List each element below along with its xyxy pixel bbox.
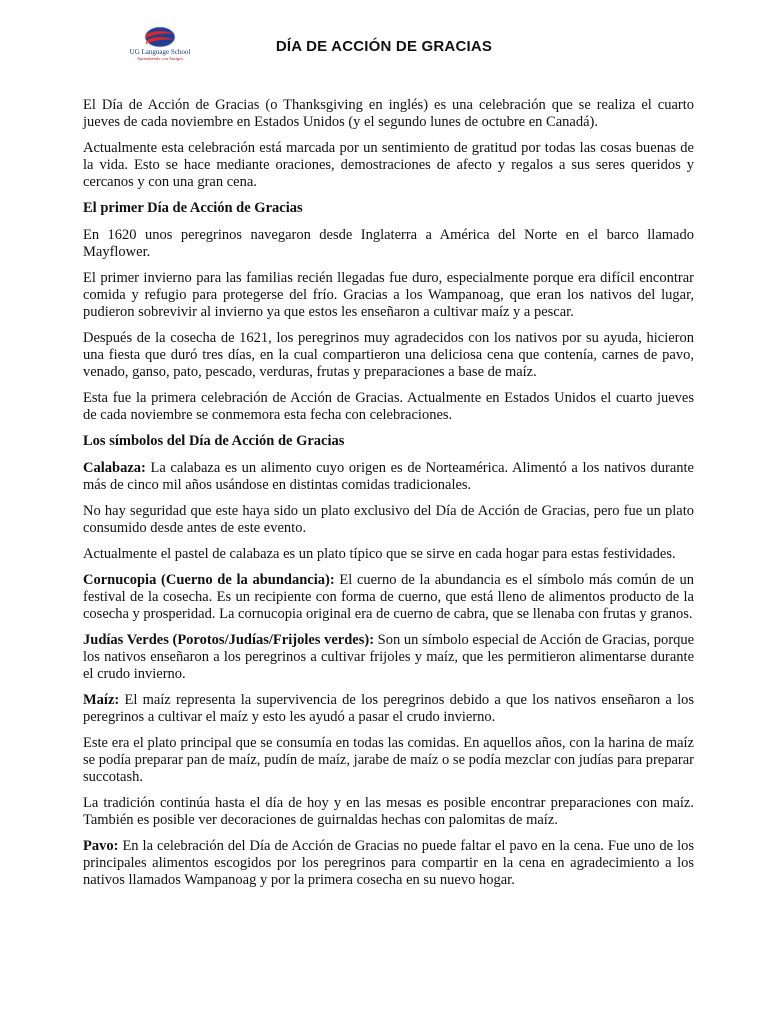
body-paragraph: Actualmente el pastel de calabaza es un plato típico que se sirve en cada hogar para estas festividades. (83, 546, 676, 562)
symbol-term: Calabaza: (83, 460, 146, 476)
body-paragraph: La tradición continúa hasta el día de hoy y en las mesas es posible encontrar preparaciones con maíz. También es posible ver decoraciones de guirnaldas hechas con palomitas de maíz. (83, 795, 694, 828)
document-body (83, 97, 694, 898)
section-heading: El primer Día de Acción de Gracias (83, 200, 303, 216)
symbol-judias (83, 632, 694, 683)
body-paragraph: Este era el plato principal que se consumía en todas las comidas. En aquellos años, con la harina de maíz se podía preparar pan de maíz, pudín de maíz, jarabe de maíz o se podía mezclar con judías para preparar succotash. (83, 735, 694, 785)
body-paragraph: El primer invierno para las familias recién llegadas fue duro, especialmente porque era difícil encontrar comida y refugio para protegerse del frío. Gracias a los Wampanoag, que eran los nativos del lugar, pudieron sobrevivir al invierno ya que estos les enseñaron a cultivar maíz y a pescar. (83, 270, 694, 320)
symbol-pavo (83, 838, 694, 889)
body-paragraph: No hay seguridad que este haya sido un plato exclusivo del Día de Acción de Gracias, pero fue un plato consumido desde antes de este evento. (83, 503, 694, 536)
intro-paragraph: El Día de Acción de Gracias (o Thanksgiving en inglés) es una celebración que se realiza el cuarto jueves de cada noviembre en Estados Unidos (y el segundo lunes de octubre en Canadá). (83, 97, 694, 130)
symbol-term: Judías Verdes (Porotos/Judías/Frijoles verdes): (83, 632, 375, 648)
symbol-description: Son un símbolo especial de Acción de Gracias, porque los nativos enseñaron a los peregrinos a cultivar frijoles y maíz, que les permitieron alimentarse durante el crudo invierno. (83, 632, 694, 682)
body-paragraph: En 1620 unos peregrinos navegaron desde Inglaterra a América del Norte en el barco llamado Mayflower. (83, 227, 694, 260)
symbol-term: Maíz: (83, 692, 120, 708)
symbol-calabaza (83, 460, 694, 494)
page-title: DÍA DE ACCIÓN DE GRACIAS (275, 38, 493, 55)
logo-subtext: Aprendiendo con Amigos (136, 56, 184, 61)
body-paragraph: Después de la cosecha de 1621, los peregrinos muy agradecidos con los nativos por su ayuda, hicieron una fiesta que duró tres días, en la cual compartieron una deliciosa cena que contenía, carnes de pavo, venado, ganso, pato, pescado, verduras, frutas y preparaciones a base de maíz. (83, 330, 694, 380)
symbol-description: La calabaza es un alimento cuyo origen es de Norteamérica. Alimentó a los nativos durante más de cinco mil años usándose en distintas comidas tradicionales. (83, 460, 694, 493)
symbol-cornucopia (83, 572, 694, 623)
body-paragraph: Esta fue la primera celebración de Acción de Gracias. Actualmente en Estados Unidos el cuarto jueves de cada noviembre se conmemora esta fecha con celebraciones. (83, 390, 694, 423)
symbol-term: Cornucopia (Cuerno de la abundancia): (83, 572, 335, 588)
symbol-term: Pavo: (83, 838, 119, 854)
symbol-maiz (83, 692, 694, 726)
section-heading: Los símbolos del Día de Acción de Gracias (83, 433, 345, 449)
symbol-description: El maíz representa la supervivencia de los peregrinos debido a que los nativos enseñaron a los peregrinos a cultivar el maíz y esto les ayudó a pasar el crudo invierno. (83, 692, 694, 725)
intro-paragraph: Actualmente esta celebración está marcada por un sentimiento de gratitud por todas las cosas buenas de la vida. Esto se hace mediante oraciones, demostraciones de afecto y regalos a sus seres queridos y cercanos y con una gran cena. (83, 140, 694, 190)
symbol-description: En la celebración del Día de Acción de Gracias no puede faltar el pavo en la cena. Fue uno de los principales alimentos escogidos por los peregrinos para compartir en la cena en agradecimiento a los nativos llamados Wampanoag y por la primera cosecha en su nuevo hogar. (83, 838, 694, 888)
logo-text: UG Language School (129, 48, 191, 56)
symbol-description: El cuerno de la abundancia es el símbolo más común de un festival de la cosecha. Es un recipiente con forma de cuerno, que está lleno de alimentos producto de la cosecha y prosperidad. La cornucopia original era de cuerno de cabra, que se llenaba con frutas y granos. (83, 572, 694, 622)
